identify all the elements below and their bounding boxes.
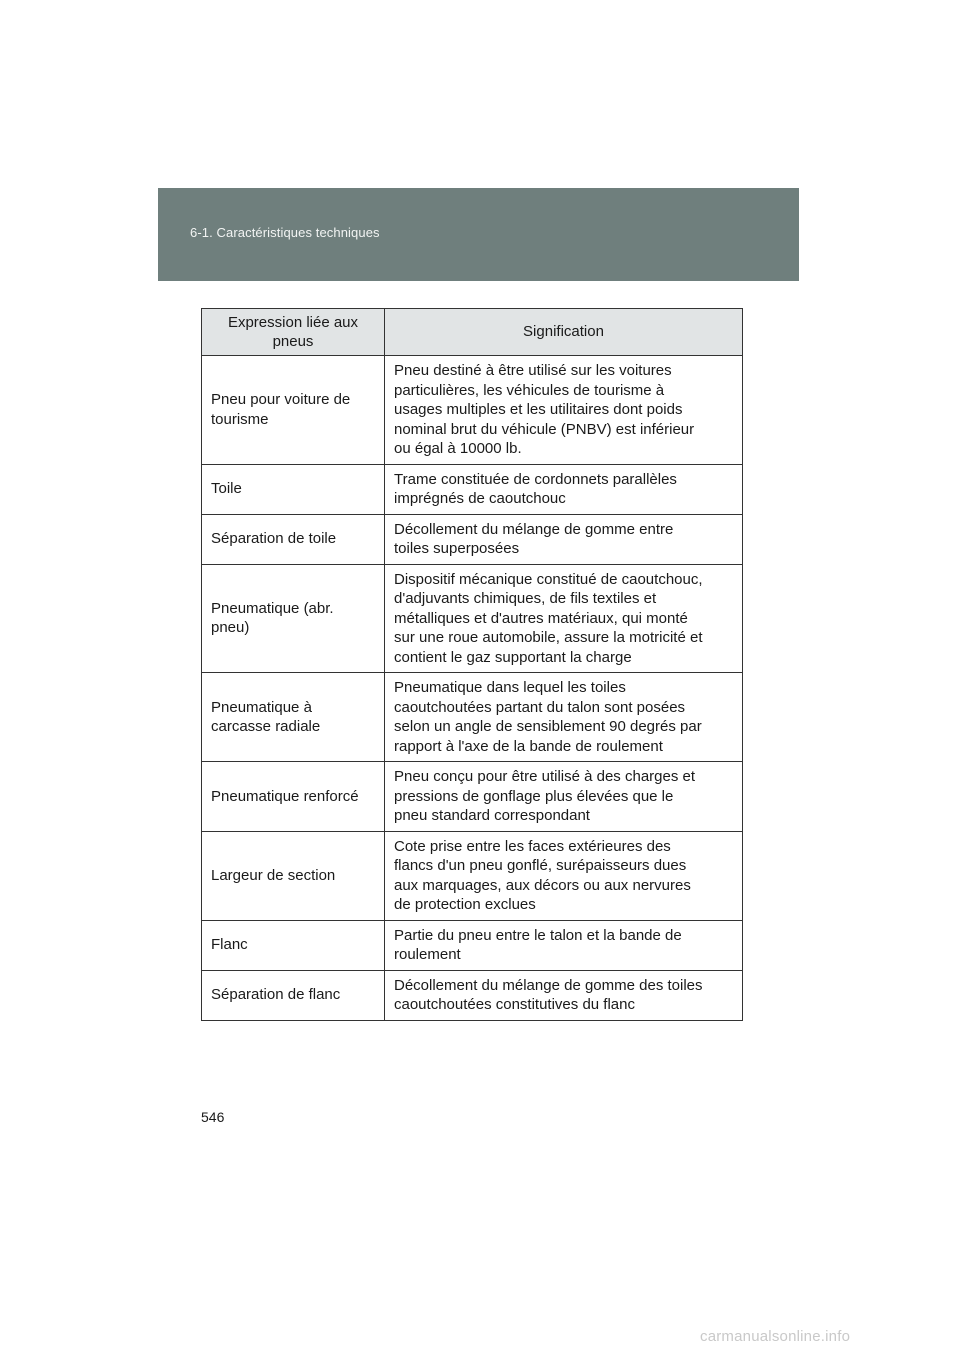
term-cell: Toile <box>202 464 385 514</box>
meaning-cell: Pneu destiné à être utilisé sur les voitures particulières, les véhicules de tourisme à usages multiples et les utilitaires dont poids nominal brut du véhicule (PNBV) est inférieur ou égal à 10000 lb. <box>385 356 743 465</box>
section-header-band <box>158 188 799 281</box>
meaning-cell: Pneu conçu pour être utilisé à des charges et pressions de gonflage plus élevées que le pneu standard correspondant <box>385 762 743 832</box>
table-row <box>202 464 743 514</box>
meaning-cell: Trame constituée de cordonnets parallèles imprégnés de caoutchouc <box>385 464 743 514</box>
table-row <box>202 970 743 1020</box>
term-cell: Séparation de toile <box>202 514 385 564</box>
term-cell: Séparation de flanc <box>202 970 385 1020</box>
meaning-cell: Dispositif mécanique constitué de caoutchouc, d'adjuvants chimiques, de fils textiles et métalliques et d'autres matériaux, qui monté sur une roue automobile, assure la motricité et contient le gaz supportant la charge <box>385 564 743 673</box>
term-cell: Pneumatique renforcé <box>202 762 385 832</box>
term-cell: Largeur de section <box>202 831 385 920</box>
tire-terms-table <box>201 308 743 1021</box>
meaning-cell: Décollement du mélange de gomme des toiles caoutchoutées constitutives du flanc <box>385 970 743 1020</box>
table-row <box>202 920 743 970</box>
meaning-cell: Pneumatique dans lequel les toiles caoutchoutées partant du talon sont posées selon un angle de sensiblement 90 degrés par rapport à l'axe de la bande de roulement <box>385 673 743 762</box>
table-row <box>202 673 743 762</box>
term-cell: Pneumatique (abr. pneu) <box>202 564 385 673</box>
meaning-cell: Décollement du mélange de gomme entre toiles superposées <box>385 514 743 564</box>
term-cell: Pneu pour voiture de tourisme <box>202 356 385 465</box>
term-cell: Pneumatique à carcasse radiale <box>202 673 385 762</box>
meaning-cell: Cote prise entre les faces extérieures des flancs d'un pneu gonflé, surépaisseurs dues aux marquages, aux décors ou aux nervures de protection exclues <box>385 831 743 920</box>
table-row <box>202 564 743 673</box>
table-row <box>202 831 743 920</box>
section-title: 6-1. Caractéristiques techniques <box>190 225 380 240</box>
table-header-row <box>202 309 743 356</box>
table-row <box>202 514 743 564</box>
table-row <box>202 762 743 832</box>
column-header-meaning: Signification <box>385 309 743 356</box>
column-header-term: Expression liée aux pneus <box>202 309 385 356</box>
table-row <box>202 356 743 465</box>
meaning-cell: Partie du pneu entre le talon et la bande de roulement <box>385 920 743 970</box>
page-number: 546 <box>201 1109 225 1125</box>
watermark: carmanualsonline.info <box>700 1328 851 1345</box>
term-cell: Flanc <box>202 920 385 970</box>
